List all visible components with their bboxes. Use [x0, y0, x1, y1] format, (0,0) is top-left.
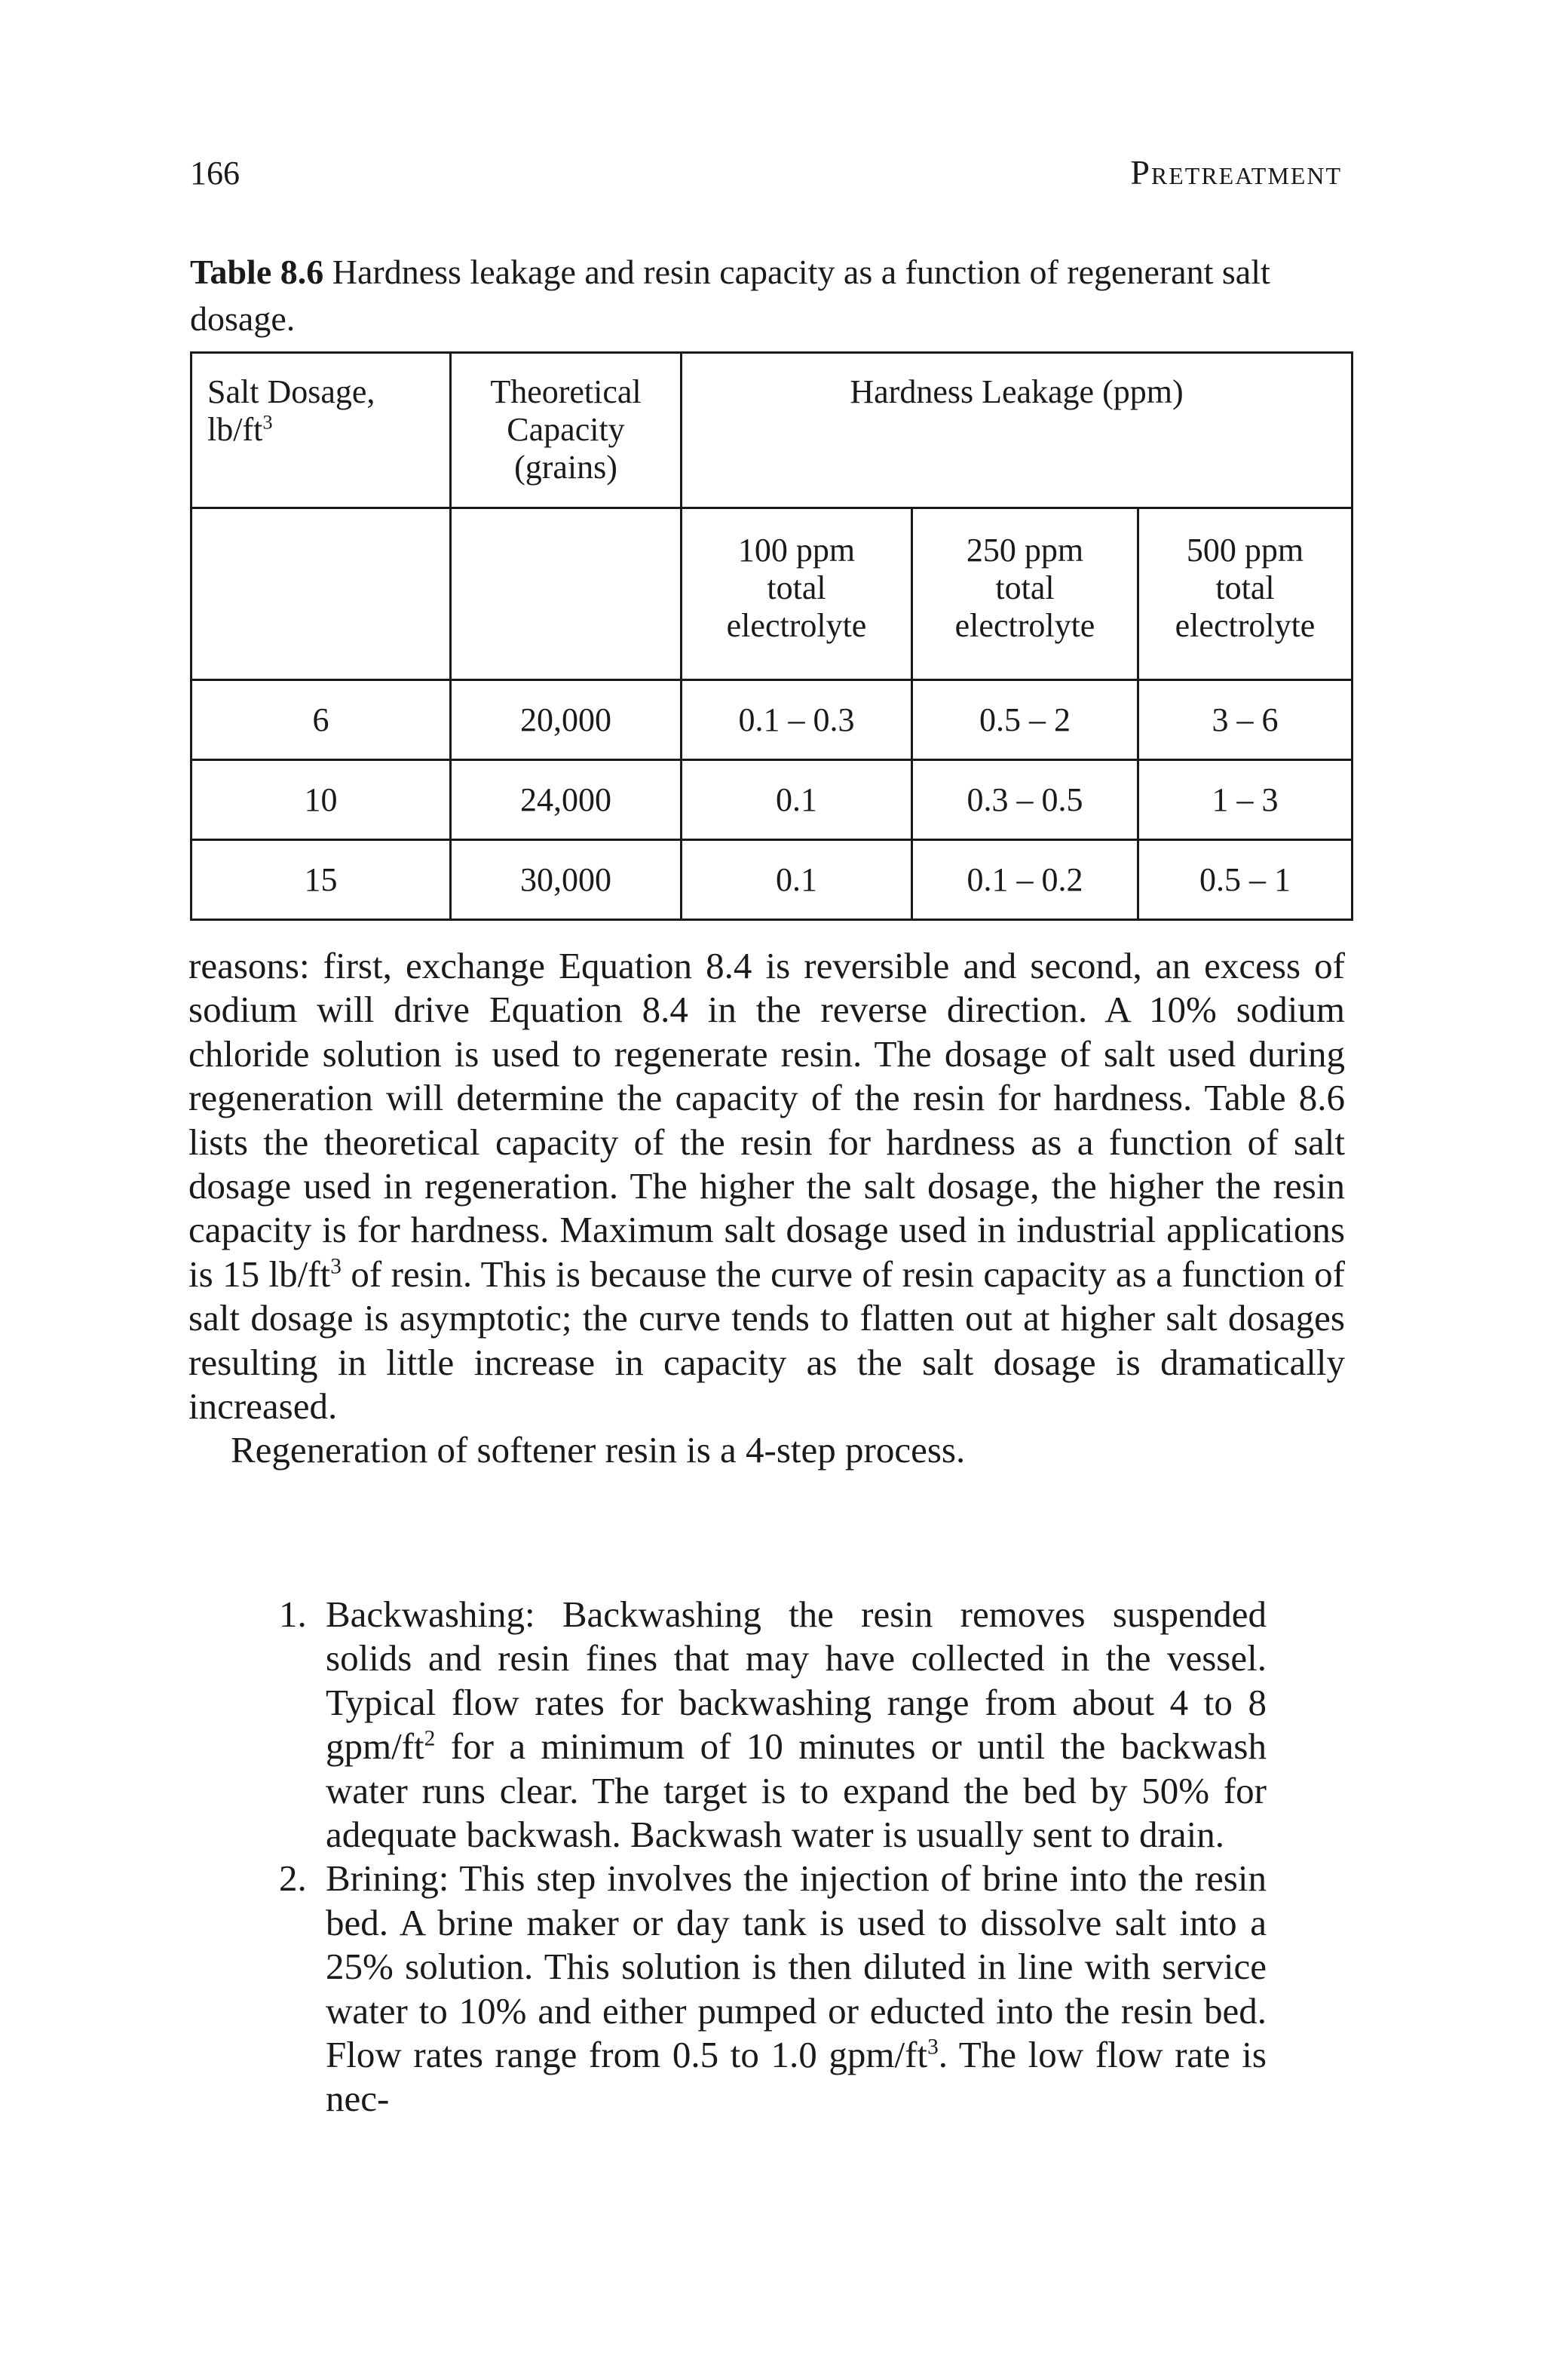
subheader-empty-1	[191, 508, 451, 680]
subheader-250ppm-line1: 250 ppm	[966, 532, 1084, 569]
subheader-100ppm-line3: electrolyte	[726, 607, 867, 644]
body-paragraph-1-part-b: of resin. This is because the curve of resin capacity as a function of salt dosage is asymptotic; the curve tends to flatten out at higher salt dosages resulting in little increase in capacity as the salt dosage is dramatically increased.	[188, 1253, 1345, 1428]
regeneration-steps-list	[256, 1593, 1267, 2121]
cell-leakage-250: 0.3 – 0.5	[912, 760, 1138, 840]
header-salt-dosage-line1: Salt Dosage,	[207, 373, 375, 410]
step-text-sup: 3	[927, 2035, 939, 2059]
body-paragraph-1	[188, 944, 1345, 1428]
subheader-100ppm-line2: total	[767, 569, 826, 606]
header-hardness-leakage: Hardness Leakage (ppm)	[682, 353, 1353, 508]
hardness-leakage-table	[190, 351, 1353, 921]
header-capacity-line3: (grains)	[514, 449, 617, 486]
subheader-250ppm	[912, 508, 1138, 680]
cell-leakage-500: 1 – 3	[1138, 760, 1353, 840]
header-capacity-line2: Capacity	[507, 411, 625, 448]
header-capacity-line1: Theoretical	[490, 373, 642, 410]
subheader-500ppm-line2: total	[1215, 569, 1275, 606]
table-caption-text: Hardness leakage and resin capacity as a function of regenerant salt dosage.	[190, 253, 1270, 338]
body-paragraph-1-sup: 3	[330, 1254, 342, 1279]
step-text-part-a: Brining: This step involves the injection of brine into the resin bed. A brine maker or day tank is used to dissolve salt into a 25% solution. This solution is then diluted in line with service water to 10% and either pumped or educted into the resin bed. Flow rates range from 0.5 to 1.0 gpm/ft	[326, 1857, 1267, 2076]
cell-capacity: 20,000	[451, 680, 682, 760]
header-salt-dosage-unit: lb/ft	[207, 411, 263, 448]
cell-leakage-100: 0.1 – 0.3	[682, 680, 912, 760]
list-item	[256, 1593, 1267, 1857]
section-title: Pretreatment	[1130, 153, 1342, 192]
cell-capacity: 30,000	[451, 840, 682, 920]
step-number: 1.	[279, 1593, 307, 1635]
subheader-500ppm	[1138, 508, 1353, 680]
cell-leakage-250: 0.1 – 0.2	[912, 840, 1138, 920]
running-header	[190, 152, 1342, 192]
step-text-part-a: Backwashing: Backwashing the resin removes suspended solids and resin fines that may have collected in the vessel. Typical flow rates for backwashing range from about 4 to 8 gpm/ft	[326, 1593, 1267, 1768]
step-text-part-b: . The low flow rate is nec-	[326, 2034, 1267, 2120]
subheader-100ppm	[682, 508, 912, 680]
step-number: 2.	[279, 1857, 307, 1900]
cell-leakage-500: 3 – 6	[1138, 680, 1353, 760]
cell-leakage-100: 0.1	[682, 840, 912, 920]
body-paragraph-1-part-a: reasons: first, exchange Equation 8.4 is reversible and second, an excess of sodium will drive Equation 8.4 in the reverse direction. A 10% sodium chloride solution is used to regenerate resin. The dosage of salt used during regeneration will determine the capacity of the resin for hardness. Table 8.6 lists the theoretical capacity of the resin for hardness as a function of salt dosage used in regeneration. The higher the salt dosage, the higher the resin capacity is for hardness. Maximum salt dosage used in industrial applications is 15 lb/ft	[188, 945, 1345, 1295]
table-caption	[190, 249, 1343, 342]
table-header-row	[191, 353, 1353, 508]
list-item	[256, 1857, 1267, 2121]
subheader-250ppm-line2: total	[995, 569, 1055, 606]
subheader-100ppm-line1: 100 ppm	[737, 532, 856, 569]
cell-leakage-500: 0.5 – 1	[1138, 840, 1353, 920]
step-text-part-b: for a minimum of 10 minutes or until the backwash water runs clear. The target is to expand the bed by 50% for adequate backwash. Backwash water is usually sent to drain.	[326, 1725, 1267, 1856]
cell-dosage: 15	[191, 840, 451, 920]
step-text-sup: 2	[424, 1726, 436, 1751]
cell-leakage-250: 0.5 – 2	[912, 680, 1138, 760]
cell-dosage: 6	[191, 680, 451, 760]
header-salt-dosage-sup: 3	[262, 410, 273, 434]
header-theoretical-capacity	[451, 353, 682, 508]
body-text	[188, 944, 1345, 1473]
table-row	[191, 840, 1353, 920]
header-salt-dosage	[191, 353, 451, 508]
table-row	[191, 760, 1353, 840]
subheader-empty-2	[451, 508, 682, 680]
subheader-500ppm-line3: electrolyte	[1175, 607, 1316, 644]
body-paragraph-2: Regeneration of softener resin is a 4-step process.	[231, 1429, 966, 1471]
page-number: 166	[190, 155, 240, 192]
subheader-500ppm-line1: 500 ppm	[1186, 532, 1304, 569]
table-row	[191, 680, 1353, 760]
cell-dosage: 10	[191, 760, 451, 840]
table-caption-label: Table 8.6	[190, 253, 324, 291]
cell-capacity: 24,000	[451, 760, 682, 840]
header-salt-dosage-line2	[207, 411, 445, 449]
table-subheader-row	[191, 508, 1353, 680]
subheader-250ppm-line3: electrolyte	[954, 607, 1095, 644]
cell-leakage-100: 0.1	[682, 760, 912, 840]
